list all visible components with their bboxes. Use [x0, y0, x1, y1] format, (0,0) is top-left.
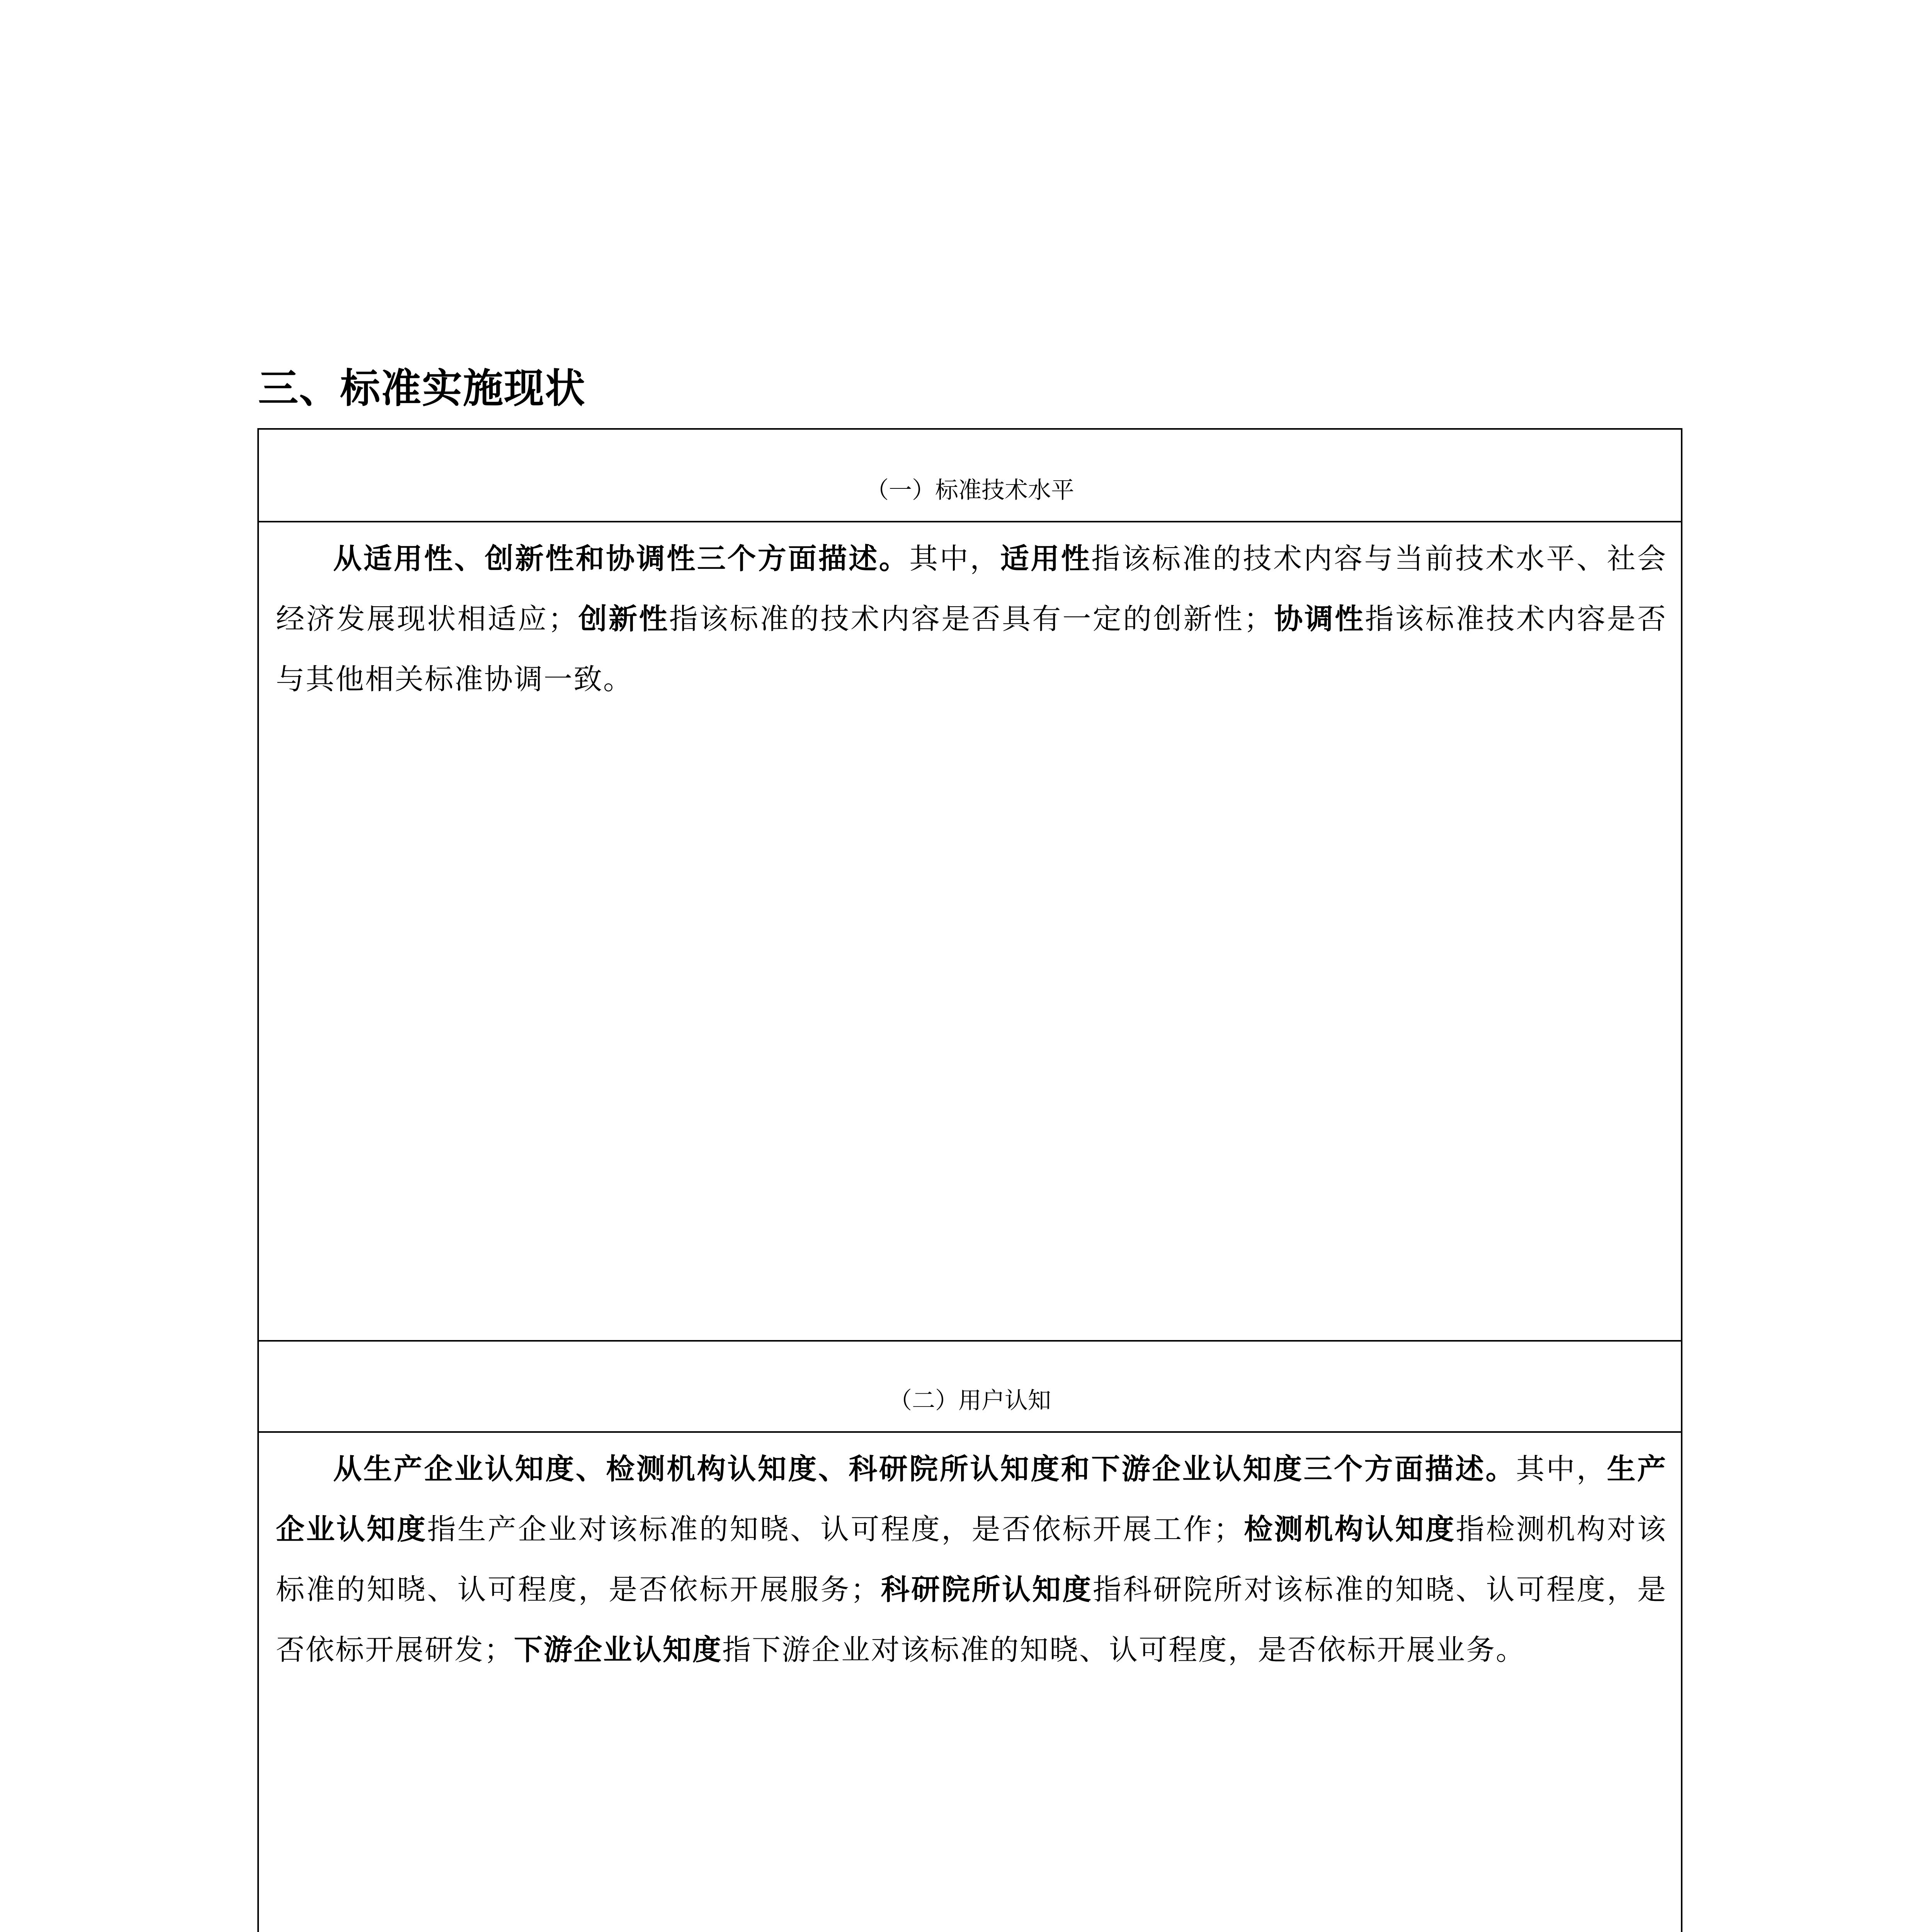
technical-level-header: （一）标准技术水平 — [866, 477, 1074, 504]
text-run: 指该标准的技术内容是否具有一定的创新性； — [669, 602, 1274, 636]
row-divider — [259, 1340, 1681, 1342]
text-run: 指检测机构对该标准的知晓、认可程度，是否依标开展服务； — [276, 1513, 1667, 1606]
text-run: 指科研院所对该标准的知晓、认可程度，是否依标开展研发； — [276, 1573, 1667, 1667]
user-awareness-header-divider — [259, 1431, 1681, 1433]
user-awareness-description — [276, 1439, 1667, 1680]
bold-term: 从适用性、创新性和协调性三个方面描述。 — [333, 542, 910, 575]
text-run: 其中， — [1516, 1452, 1607, 1486]
user-awareness-header: （二）用户认知 — [889, 1387, 1051, 1414]
text-run: 指下游企业对该标准的知晓、认可程度，是否依标开展业务。 — [722, 1633, 1526, 1667]
status-form-table — [257, 428, 1682, 1932]
technical-level-header-divider — [259, 521, 1681, 522]
bold-term: 协调性 — [1274, 602, 1365, 636]
section-heading: 三、标准实施现状 — [258, 364, 586, 412]
bold-term: 下游企业认知度 — [514, 1633, 722, 1667]
text-run: 其中， — [909, 542, 1000, 575]
bold-term: 从生产企业认知度、检测机构认知度、科研院所认知度和下游企业认知度三个方面描述。 — [333, 1452, 1516, 1486]
bold-term: 检测机构认知度 — [1243, 1513, 1456, 1546]
bold-term: 生产企业认知度 — [276, 1452, 1667, 1546]
technical-level-paragraph — [276, 529, 1667, 709]
technical-level-description — [276, 529, 1667, 709]
bold-term: 创新性 — [578, 602, 669, 636]
user-awareness-paragraph — [276, 1439, 1667, 1680]
text-run: 指生产企业对该标准的知晓、认可程度，是否依标开展工作； — [427, 1513, 1243, 1546]
text-run: 指该标准的技术内容与当前技术水平、社会经济发展现状相适应； — [276, 542, 1667, 636]
bold-term: 科研院所认知度 — [880, 1573, 1093, 1606]
bold-term: 适用性 — [1000, 542, 1092, 575]
text-run: 指该标准技术内容是否与其他相关标准协调一致。 — [276, 602, 1667, 696]
